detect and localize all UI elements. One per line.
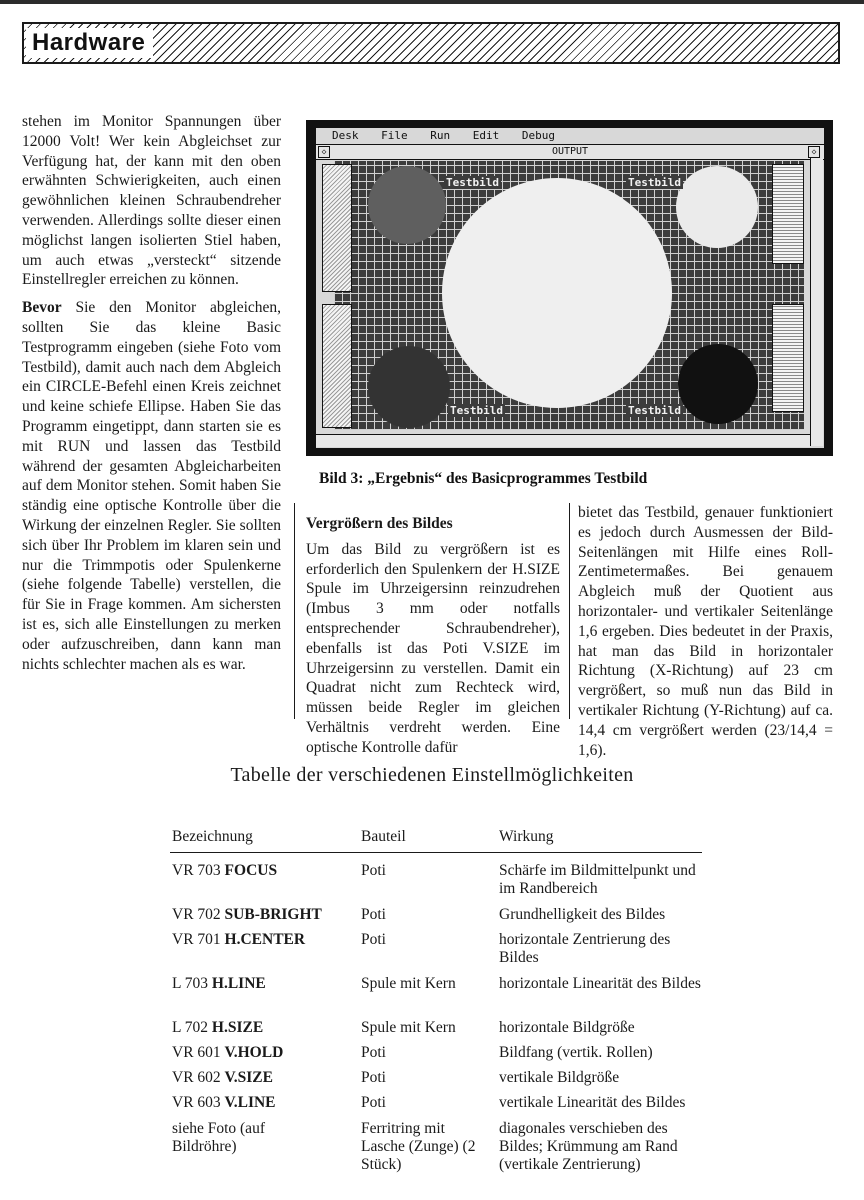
designation-cell: VR 702 SUB-BRIGHT — [172, 906, 322, 923]
horizontal-scrollbar — [316, 434, 810, 447]
vertical-scrollbar — [810, 158, 823, 446]
part-cell: Poti — [361, 931, 386, 948]
top-border — [0, 0, 864, 4]
striped-bar — [772, 304, 804, 412]
black-circle — [678, 344, 758, 424]
effect-cell: Grundhelligkeit des Bildes — [499, 906, 666, 923]
section-header — [22, 22, 840, 64]
middle-column — [306, 514, 560, 766]
column-divider — [294, 503, 295, 719]
header-rule — [170, 852, 702, 853]
part-cell: Ferritring mit Lasche (Zunge) (2 Stück) — [361, 1120, 476, 1173]
effect-cell: horizontale Zentrierung des Bildes — [499, 931, 671, 966]
designation-cell: L 703 H.LINE — [172, 975, 266, 992]
paragraph: bietet das Testbild, genauer funktioniert es jedoch durch Ausmessen der Bild-Seitenlängen mit Hilfe eines Roll-Zentimetermaßes. Bei genauem Abgleich muß der Quotient aus horizontaler- und vertikaler Seitenlänge 1,6 ergeben. Dies bedeutet in der Praxis, hat man das Bild in horizontaler Richtung (X-Richtung) auf 23 cm vergrößert, so muß nun das Bild in vertikaler Richtung (Y-Richtung) auf ca. 14,4 cm vergrößert werden (23/14,4 = 1,6). — [578, 504, 833, 759]
menu-item: Edit — [472, 129, 500, 142]
column-header: Bauteil — [361, 828, 406, 845]
part-cell: Spule mit Kern — [361, 975, 456, 992]
effect-cell: vertikale Bildgröße — [499, 1069, 620, 1086]
part-cell: Poti — [361, 1094, 386, 1111]
part-cell: Poti — [361, 862, 386, 879]
column-header: Wirkung — [499, 828, 554, 845]
part-cell: Poti — [361, 906, 386, 923]
designation-cell: VR 602 V.SIZE — [172, 1069, 273, 1086]
grey-circle — [368, 166, 446, 244]
fuller-box-icon: ◇ — [808, 146, 820, 158]
section-heading: Vergrößern des Bildes — [306, 515, 453, 532]
large-white-circle — [442, 178, 672, 408]
effect-cell: horizontale Linearität des Bildes — [499, 975, 701, 992]
effect-cell: diagonales verschieben des Bildes; Krümmung am Rand (vertikale Zentrierung) — [499, 1120, 678, 1173]
effect-cell: vertikale Linearität des Bildes — [499, 1094, 686, 1111]
figure-caption: Bild 3: „Ergebnis“ des Basicprogrammes Testbild — [319, 470, 648, 487]
window-title: OUTPUT — [551, 146, 589, 157]
left-column — [22, 112, 281, 682]
test-label: Testbild — [628, 176, 681, 189]
striped-bar — [772, 164, 804, 264]
designation-cell: VR 603 V.LINE — [172, 1094, 276, 1111]
designation-cell: L 702 H.SIZE — [172, 1019, 264, 1036]
test-label: Testbild — [450, 404, 503, 417]
designation-cell: VR 601 V.HOLD — [172, 1044, 284, 1061]
right-column — [578, 503, 833, 768]
paragraph — [22, 298, 281, 674]
section-title: Hardware — [26, 28, 153, 58]
part-cell: Poti — [361, 1044, 386, 1061]
column-header: Bezeichnung — [172, 828, 253, 845]
designation-cell: VR 701 H.CENTER — [172, 931, 306, 948]
menu-item: Run — [430, 129, 451, 142]
hatched-bar — [322, 164, 352, 292]
close-box-icon: ◇ — [318, 146, 330, 158]
menu-item: File — [381, 129, 408, 142]
column-divider — [569, 503, 570, 719]
test-label: Testbild — [628, 404, 681, 417]
effect-cell: Schärfe im Bildmittelpunkt und im Randbereich — [499, 862, 696, 897]
effect-cell: horizontale Bildgröße — [499, 1019, 635, 1036]
paragraph-text: Sie den Monitor abgleichen, sollten Sie das kleine Basic Testprogramm eingeben (siehe Foto vom Testbild), damit auch nach dem Abgleich ein CIRCLE-Befehl einen Kreis zeichnet und keine schiefe Ellipse. Haben Sie das Programm eingetippt, dann starten sie es mit RUN und lassen das Testbild während der gesamten Abgleicharbeiten auf dem Monitor stehen. Somit haben Sie ständig eine optische Kontrolle über die Wirkung der einzelnen Regler. Sie sollten sich über Ihr Problem im klaren sein und nur die Trimmpotis oder Spulenkerne (siehe folgende Tabelle) verstellen, die für Sie in Frage kommen. Am sichersten ist es, sich alle Einstellungen zu merken oder aufzuschreiben, dann kann man nichts schlechter machen als es war. — [22, 299, 282, 673]
hatched-bar — [322, 304, 352, 428]
part-cell: Poti — [361, 1069, 386, 1086]
dark-pattern-circle — [368, 346, 450, 428]
lead-word: Bevor — [22, 299, 62, 317]
menu-item: Desk — [332, 129, 359, 142]
window-title-bar — [316, 144, 824, 160]
light-circle — [676, 166, 758, 248]
monitor-screen — [316, 128, 824, 448]
effect-cell: Bildfang (vertik. Rollen) — [499, 1044, 653, 1061]
test-label: Testbild — [446, 176, 499, 189]
paragraph: Um das Bild zu vergrößern ist es erforderlich den Spulenkern der H.SIZE Spule im Uhrzeigersinn reinzudrehen (Imbus 3 mm oder notfalls entsprechender Schraubendreher), ebenfalls ist das Poti V.SIZE im Uhrzeigersinn zu verstellen. Damit ein Quadrat nicht zum Rechteck wird, müssen beide Regler im gleichen Verhältnis verdreht werden. Eine optische Kontrolle dafür — [306, 540, 560, 756]
paragraph: stehen im Monitor Spannungen über 12000 Volt! Wer kein Abgleichset zur Verfügung hat, der kann mit den oben erwähnten Schwierigkeiten, auch einen gewöhnlichen kleinen Schraubendreher verwenden. Allerdings sollte dieser einen möglichst langen isolierten Stiel haben, um auch etwas „versteckt“ sitzende Einstellregler erreichen zu können. — [22, 113, 281, 289]
menu-bar — [316, 128, 824, 143]
designation-cell: siehe Foto (auf Bildröhre) — [172, 1120, 265, 1155]
table-title: Tabelle der verschiedenen Einstellmöglichkeiten — [230, 764, 634, 786]
menu-item: Debug — [521, 129, 555, 142]
part-cell: Spule mit Kern — [361, 1019, 456, 1036]
designation-cell: VR 703 FOCUS — [172, 862, 278, 879]
